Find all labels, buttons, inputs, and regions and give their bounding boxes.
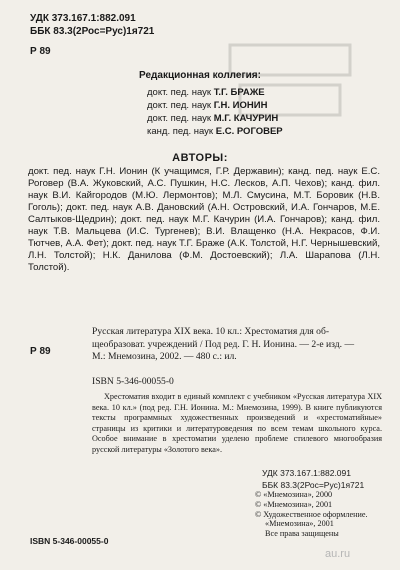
- editor-name: М.Г. КАЧУРИН: [213, 113, 279, 124]
- bibliographic-record: [92, 326, 382, 364]
- author-sign-mid: Р 89: [30, 346, 51, 357]
- bbk-code: ББК 83.3(2Рос=Рус)1я721: [30, 26, 155, 37]
- editor-row: [147, 112, 283, 125]
- udk-code-bottom: УДК 373.167.1:882.091: [262, 468, 351, 478]
- editorial-board-list: [147, 86, 283, 138]
- isbn-bottom: ISBN 5-346-00055-0: [30, 536, 109, 546]
- copyright-line: «Мнемозина», 2001: [265, 519, 334, 529]
- author-sign-top: Р 89: [30, 46, 51, 57]
- editor-row: [147, 99, 283, 112]
- copyright-block: [255, 490, 368, 539]
- copyright-line: © «Мнемозина», 2001: [255, 499, 333, 509]
- editor-title: докт. пед. наук: [147, 87, 212, 98]
- bbk-code-bottom: ББК 83.3(2Рос=Рус)1я721: [262, 480, 365, 490]
- annotation-text: Хрестоматия входит в единый комплект с учебником «Русская литература XIX века. 10 кл.» (под ред. Г.Н. Ионина. М.: Мнемозина, 1999). В книге публикуются тексты программных художественных произведений и «хрестоматийные» страницы из критики и литературоведения по всем темам школьного курса. Особое внимание в хрестоматии уделено проблеме стилевого многообразия русской литературы «Золотого века».: [92, 392, 382, 454]
- udk-code: УДК 373.167.1:882.091: [30, 13, 136, 24]
- editor-row: [147, 125, 283, 138]
- bib-line: М.: Мнемозина, 2002. — 480 с.: ил.: [92, 351, 237, 362]
- copyright-line: © Художественное оформление.: [255, 509, 368, 519]
- editor-title: докт. пед. наук: [147, 113, 212, 124]
- bib-line: Русская литература XIX века. 10 кл.: Хрестоматия для об-: [92, 326, 330, 337]
- editor-name: Е.С. РОГОВЕР: [215, 126, 283, 137]
- editor-name: Т.Г. БРАЖЕ: [213, 87, 265, 98]
- site-watermark: au.ru: [325, 548, 351, 560]
- editor-row: [147, 86, 283, 99]
- editorial-board-heading: Редакционная коллегия:: [139, 70, 261, 81]
- editor-title: канд. пед. наук: [147, 126, 214, 137]
- udk-bbk-header: [30, 12, 154, 38]
- copyright-line: Все права защищены: [265, 529, 339, 539]
- editor-title: докт. пед. наук: [147, 100, 212, 111]
- authors-list: докт. пед. наук Г.Н. Ионин (К учащимся, Г.Р. Державин); канд. пед. наук Е.С. Роговер (В.А. Жуковский, А.С. Пушкин, Н.С. Лесков, А.П. Чехов); канд. фил. наук В.И. Кайгородов (М.Ю. Лермонтов); М.Л. Смусина, М.Т. Боровик (Н.В. Гоголь); докт. пед. наук А.В. Дановский (А.Н. Островский, И.А. Гончаров, М.Е. Салтыков-Щедрин); докт. пед. наук М.Г. Качурин (И.А. Гончаров); канд. фил. наук Т.В. Мальцева (И.С. Тургенев); В.И. Влащенко (Н.А. Некрасов, Ф.И. Тютчев, А.А. Фет); докт. пед. наук Т.Г. Браже (А.К. Толстой, Н.Г. Чернышевский, Л.Н. Толстой); Н.К. Данилова (Ф.М. Достоевский); Л.А. Шарапова (Л.Н. Толстой).: [28, 166, 380, 273]
- authors-heading: АВТОРЫ:: [172, 152, 228, 164]
- copyright-line: © «Мнемозина», 2000: [255, 490, 333, 499]
- editor-name: Г.Н. ИОНИН: [213, 100, 268, 111]
- isbn-record: ISBN 5-346-00055-0: [92, 376, 174, 387]
- udk-bbk-footer: [262, 467, 364, 491]
- bib-line: щеобразоват. учреждений / Под ред. Г. Н. Ионина. — 2-е изд. —: [92, 338, 355, 350]
